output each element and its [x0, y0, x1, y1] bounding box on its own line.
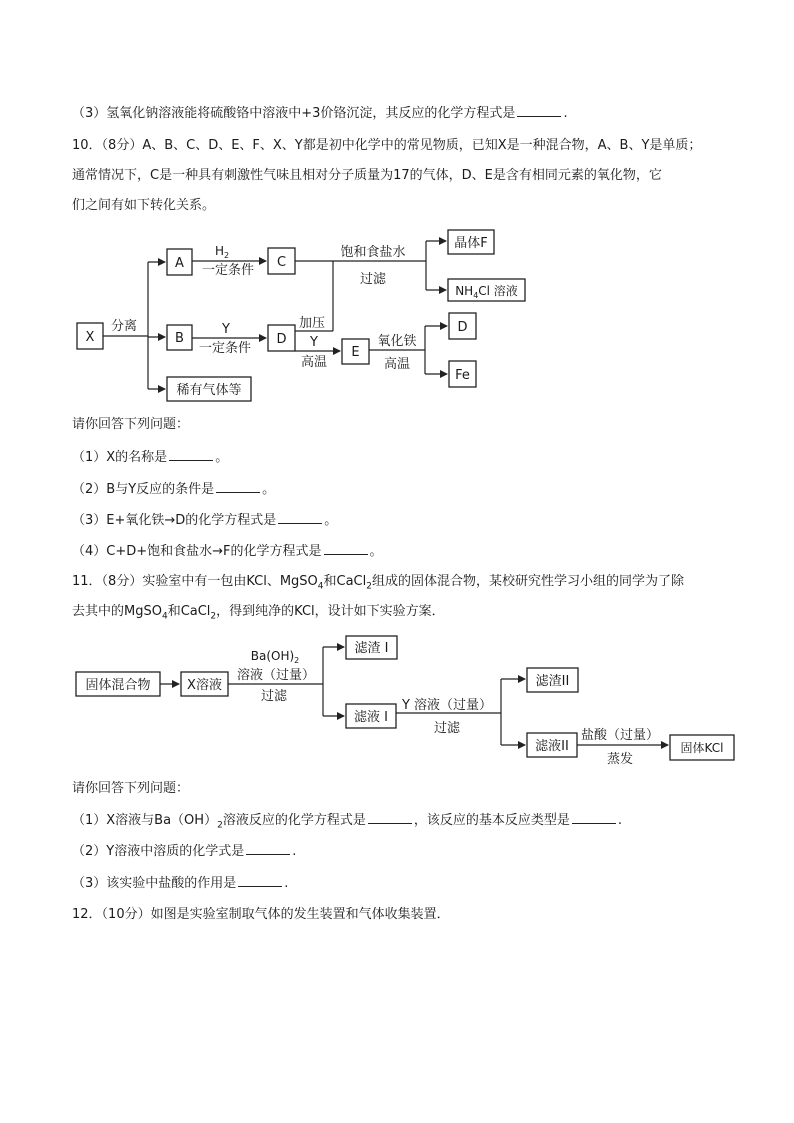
answer-blank[interactable]	[368, 811, 412, 824]
label-separate: 分离	[110, 319, 138, 334]
label-high-temp-2: 高温	[383, 357, 411, 372]
q11-stem2-c: ，得到纯净的KCl，设计如下实验方案．	[216, 604, 445, 619]
q11-prompt: 请你回答下列问题：	[72, 781, 190, 796]
q11-p1	[72, 811, 622, 835]
q11-p3	[72, 874, 288, 893]
q11-p1-a: （1）X溶液与Ba（OH）	[72, 813, 218, 828]
label-y1: Y	[222, 322, 230, 337]
label-filter-1: 过滤	[260, 689, 288, 704]
node-nh4cl-label: $NH_4Cl$ 溶液	[455, 284, 518, 300]
subscript: 4	[317, 581, 324, 592]
q10-stem-line2: 通常情况下，C是一种具有刺激性气味且相对分子质量为17的气体，D、E是含有相同元素的氧化物，它	[72, 168, 662, 183]
node-d-label: D	[276, 332, 287, 347]
label-filter: 过滤	[359, 272, 387, 287]
q11-stem1-b: 和CaCl	[323, 574, 367, 589]
answer-blank[interactable]	[238, 874, 282, 887]
q10-p2-text: （2）B与Y反应的条件是	[72, 482, 215, 497]
period: .	[617, 813, 622, 828]
q11-p1-b: 溶液反应的化学方程式是	[222, 813, 366, 828]
answer-blank[interactable]	[246, 842, 290, 855]
q10-p4-text: （4）C+D+饱和食盐水→F的化学方程式是	[72, 544, 322, 559]
label-solution-excess: 溶液（过量）	[236, 668, 316, 683]
label-condition-2: 一定条件	[198, 341, 252, 356]
label-evaporate: 蒸发	[606, 752, 634, 767]
node-c-label: C	[276, 255, 287, 270]
q9-part3-text: （3）氢氧化钠溶液能将硫酸铬中溶液中+3价铬沉淀，其反应的化学方程式是	[72, 106, 516, 121]
q11-p2-text: （2）Y溶液中溶质的化学式是	[72, 844, 245, 859]
node-xsol-label: X溶液	[187, 678, 222, 693]
period: .	[284, 876, 289, 891]
label-filter-2: 过滤	[433, 721, 461, 736]
q10-p1-text: （1）X的名称是	[72, 450, 168, 465]
label-brine: 饱和食盐水	[340, 245, 406, 260]
period: 。	[324, 513, 338, 528]
node-solid-label: 固体混合物	[85, 678, 151, 693]
q10-prompt: 请你回答下列问题：	[72, 417, 190, 432]
label-high-temp-1: 高温	[300, 355, 328, 370]
label-y2: Y	[310, 335, 318, 350]
label-y-solution: Y 溶液（过量）	[401, 698, 493, 713]
q11-p3-text: （3）该实验中盐酸的作用是	[72, 876, 237, 891]
label-baoh2: $Ba(OH)_2$	[250, 649, 300, 665]
label-condition-1: 一定条件	[201, 263, 255, 278]
period: 。	[369, 544, 383, 559]
node-residue1-label: 滤渣 I	[354, 641, 389, 656]
q10-stem-line1: 10．（8分）A、B、C、D、E、F、X、Y都是初中化学中的常见物质，已知X是一种混合物，A、B、Y是单质；	[72, 138, 702, 153]
subscript: 2	[210, 611, 217, 622]
q11-stem2-a: 去其中的MgSO	[72, 604, 162, 619]
q11-p1-c: ，该反应的基本反应类型是	[413, 813, 570, 828]
label-pressure: 加压	[298, 316, 326, 331]
q10-p3-text: （3）E+氧化铁→D的化学方程式是	[72, 513, 277, 528]
node-a-label: A	[175, 256, 184, 271]
subscript: 2	[217, 820, 223, 831]
node-filtrate1-label: 滤液 I	[354, 710, 388, 725]
label-hydrochloric: 盐酸（过量）	[580, 728, 660, 743]
q12-stem: 12．（10分）如图是实验室制取气体的发生装置和气体收集装置．	[72, 907, 450, 922]
q11-stem1-c: 组成的固体混合物，某校研究性学习小组的同学为了除	[371, 574, 684, 589]
label-h2: $H_2$	[214, 244, 230, 260]
node-residue2-label: 滤渣II	[535, 674, 570, 689]
subscript: 2	[366, 581, 372, 592]
q11-stem1-a: 11．（8分）实验室中有一包由KCl、MgSO	[72, 574, 318, 589]
node-fe-label: Fe	[455, 368, 470, 383]
period: .	[563, 106, 568, 121]
subscript: 4	[161, 611, 168, 622]
period: 。	[262, 482, 276, 497]
node-crystal-label: 晶体F	[454, 236, 488, 251]
node-rare-label: 稀有气体等	[176, 383, 242, 398]
q11-stem2-b: 和CaCl	[167, 604, 211, 619]
answer-blank[interactable]	[572, 811, 616, 824]
q11-p2	[72, 842, 296, 861]
node-kcl-label: 固体KCl	[680, 741, 724, 755]
node-x-label: X	[85, 330, 95, 345]
q10-stem-line3: 们之间有如下转化关系。	[72, 198, 216, 213]
node-filtrate2-label: 滤液II	[535, 739, 569, 754]
period: .	[292, 844, 297, 859]
period: 。	[215, 450, 229, 465]
node-e-label: E	[351, 345, 360, 360]
label-iron-oxide: 氧化铁	[377, 334, 417, 349]
node-d2-label: D	[457, 320, 468, 335]
node-b-label: B	[175, 331, 184, 346]
